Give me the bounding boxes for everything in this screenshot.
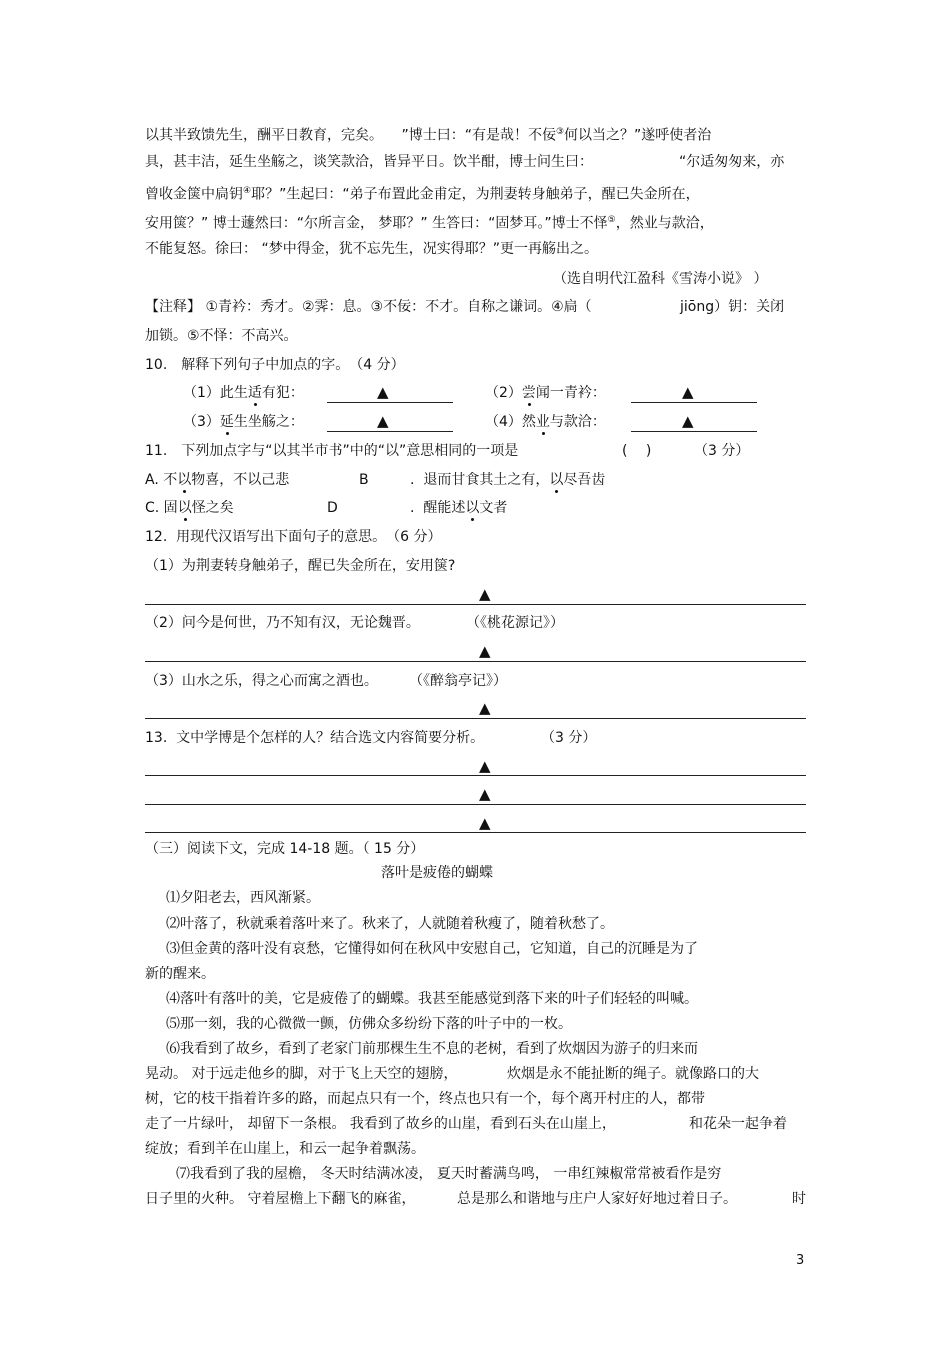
para-6-line-4a: 走了一片绿叶， 却留下一条根。 我看到了故乡的山崖，看到石头在山崖上， [145, 1116, 616, 1132]
q11-option-a: A. 不以物喜，不以己悲 [145, 472, 290, 488]
q10-answer-line-3[interactable] [327, 431, 453, 432]
para-7-line-1: ⑺我看到了我的屋檐， 冬天时结满冰凌， 夏天时蓄满鸟鸣， 一串红辣椒常常被看作是穷 [176, 1166, 722, 1182]
para-6-line-1: ⑹我看到了故乡，看到了老家门前那棵生生不息的老树，看到了炊烟因为游子的归来而 [166, 1041, 698, 1057]
answer-mark: ▲ [682, 412, 694, 430]
notes-line-1b: jiōng）钥：关闭 [680, 299, 785, 315]
q12-sentence-2-source: （《桃花源记》） [466, 615, 564, 631]
answer-mark: ▲ [377, 412, 389, 430]
para-1: ⑴夕阳老去，西风渐紧。 [166, 890, 320, 906]
section3-heading: （三）阅读下文，完成 14-18 题。（ 15 分） [145, 841, 425, 857]
article-title: 落叶是疲倦的蝴蝶 [381, 865, 493, 881]
q13-answer-line-3[interactable] [145, 832, 806, 833]
q12-sentence-3-source: （《醉翁亭记》） [409, 673, 507, 689]
q10-answer-line-4[interactable] [631, 431, 757, 432]
passage-line-5: 不能复怒。徐曰： “梦中得金，犹不忘先生，况实得耶？”更一再觞出之。 [145, 241, 598, 257]
q12-sentence-3: （3）山水之乐，得之心而寓之酒也。 [145, 673, 378, 689]
para-6-line-5: 绽放；看到羊在山崖上，和云一起争着飘荡。 [145, 1141, 425, 1157]
q10-answer-line-2[interactable] [631, 402, 757, 403]
answer-mark: ▲ [479, 699, 491, 717]
q11-score: （3 分） [694, 443, 750, 459]
q10-item-4: （4）然业与款洽： [485, 414, 606, 430]
answer-mark: ▲ [682, 383, 694, 401]
para-6-line-4b: 和花朵一起争着 [689, 1116, 787, 1132]
notes-line-2: 加锁。⑤不怿：不高兴。 [145, 328, 298, 344]
q13-answer-line-2[interactable] [145, 804, 806, 805]
answer-mark: ▲ [479, 757, 491, 775]
q11-option-b-label: B [359, 472, 369, 488]
q11-option-c: C. 固以怪之矣 [145, 500, 234, 516]
q13-score: （3 分） [541, 730, 597, 746]
q12-sentence-1: （1）为荆妻转身触弟子，醒已失金所在，安用箧? [145, 558, 456, 574]
q11-title: 11. 下列加点字与“以其半市书”中的“以”意思相同的一项是 [145, 443, 519, 459]
q12-answer-line-3[interactable] [145, 718, 806, 719]
notes-line-1a: 【注释】 ①青衿：秀才。②霁：息。③不佞：不才。自称之谦词。④扃（ [145, 299, 592, 315]
q12-sentence-2: （2）问今是何世，乃不知有汉，无论魏晋。 [145, 615, 420, 631]
q11-option-b: . 退而甘食其土之有，以尽吾齿 [410, 472, 606, 488]
para-6-line-2b: 炊烟是永不能扯断的绳子。就像路口的大 [507, 1066, 759, 1082]
passage-source: （选自明代江盈科《雪涛小说》 ） [553, 271, 768, 287]
q10-item-3: （3）延生坐觞之： [183, 414, 304, 430]
passage-line-3: 曾收金箧中扃钥④耶？”生起曰：“弟子布置此金甫定，为荆妻转身触弟子，醒已失金所在， [145, 186, 700, 203]
answer-mark: ▲ [479, 814, 491, 832]
q11-option-d-label: D [327, 500, 338, 516]
q13-title: 13. 文中学博是个怎样的人？结合选文内容简要分析。 [145, 730, 485, 746]
q12-answer-line-2[interactable] [145, 661, 806, 662]
para-5: ⑸那一刻，我的心微微一颤，仿佛众多纷纷下落的叶子中的一枚。 [166, 1016, 572, 1032]
para-7-line-2c: 时 [792, 1191, 806, 1207]
para-3-line-2: 新的醒来。 [145, 966, 215, 982]
page-number: 3 [796, 1253, 805, 1268]
para-7-line-2b: 总是那么和谐地与庄户人家好好地过着日子。 [457, 1191, 737, 1207]
para-4: ⑷落叶有落叶的美，它是疲倦了的蝴蝶。我甚至能感觉到落下来的叶子们轻轻的叫喊。 [166, 991, 698, 1007]
para-6-line-2a: 晃动。 对于远走他乡的脚，对于飞上天空的翅膀， [145, 1066, 458, 1082]
passage-line-2a: 具，甚丰洁，延生坐觞之，谈笑款洽，皆异平日。饮半酣，博士问生曰： [145, 154, 593, 170]
answer-mark: ▲ [377, 383, 389, 401]
answer-mark: ▲ [479, 642, 491, 660]
para-2: ⑵叶落了，秋就乘着落叶来了。秋来了，人就随着秋瘦了，随着秋愁了。 [166, 916, 614, 932]
q11-answer-paren[interactable]: ( ) [622, 443, 652, 459]
q10-item-1: （1）此生适有犯： [183, 385, 304, 401]
para-6-line-3: 树，它的枝干指着许多的路，而起点只有一个，终点也只有一个，每个离开村庄的人，都带 [145, 1091, 705, 1107]
para-7-line-2a: 日子里的火种。 守着屋檐上下翻飞的麻雀， [145, 1191, 416, 1207]
answer-mark: ▲ [479, 585, 491, 603]
q11-option-d: . 醒能述以文者 [410, 500, 508, 516]
q12-answer-line-1[interactable] [145, 604, 806, 605]
passage-line-4: 安用箧？” 博士蘧然曰：“尔所言金， 梦耶？” 生答曰：“固梦耳。”博士不怿⑤，然业与款洽， [145, 215, 714, 232]
q10-answer-line-1[interactable] [327, 402, 453, 403]
q10-title: 10. 解释下列句子中加点的字。 （4 分） [145, 357, 405, 373]
q12-title: 12. 用现代汉语写出下面句子的意思。 （6 分） [145, 529, 442, 545]
q13-answer-line-1[interactable] [145, 775, 806, 776]
passage-line-2b: “尔适匆匆来，亦 [679, 154, 785, 170]
passage-line-1: 以其半致馈先生，酬平日教育，完矣。 ”博士曰：“有是哉！不佞③何以当之？”遂呼使者治 [145, 127, 712, 144]
q10-item-2: （2）尝闻一青衿： [485, 385, 606, 401]
answer-mark: ▲ [479, 785, 491, 803]
para-3-line-1: ⑶但金黄的落叶没有哀愁，它懂得如何在秋风中安慰自己，它知道，自己的沉睡是为了 [166, 941, 698, 957]
